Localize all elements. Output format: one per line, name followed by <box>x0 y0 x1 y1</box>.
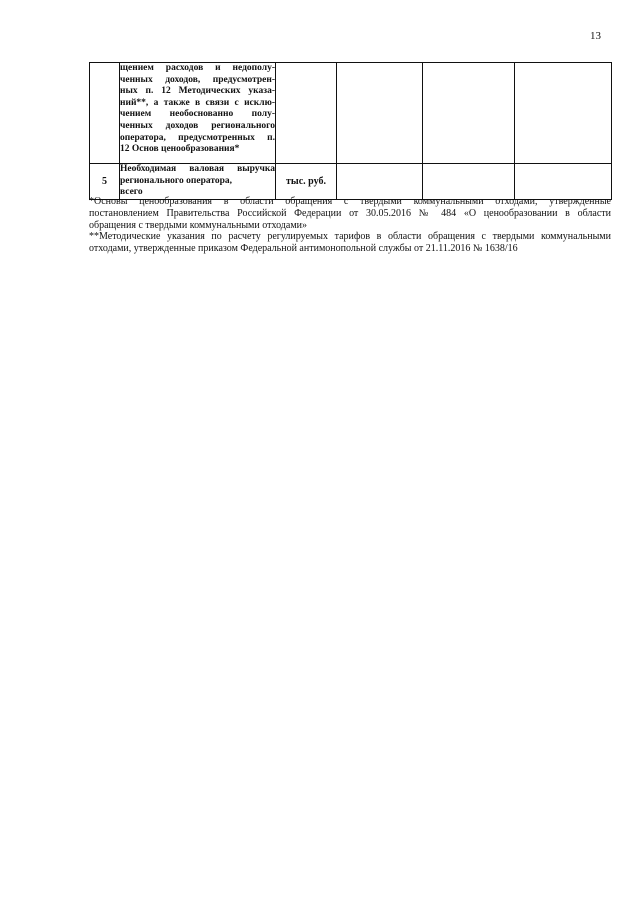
row-name-line: всего <box>120 187 143 198</box>
footnote-line: обращения с твердыми коммунальными отходами» <box>89 219 308 231</box>
value-cell <box>515 164 612 200</box>
row-name-cell <box>120 164 276 200</box>
value-cell <box>515 63 612 164</box>
row-name-cell <box>120 63 276 164</box>
row-unit-cell: тыс. руб. <box>276 164 337 200</box>
row-name-line: Необходимая валовая выручка <box>120 164 275 174</box>
footnote-1 <box>89 196 611 231</box>
footnote-line: **Методические указания по расчету регулируемых тарифов в области обращения с твердыми коммунальными <box>89 231 611 243</box>
value-cell <box>337 63 423 164</box>
row-name-line: ных п. 12 Методических указа- <box>120 86 275 97</box>
footnotes <box>89 196 611 255</box>
table-row <box>90 164 612 200</box>
tariff-table <box>89 62 612 200</box>
footnote-line: постановлением Правительства Российской Федерации от 30.05.2016 № 484 «О ценообразовании в области <box>89 207 611 219</box>
row-number-cell <box>90 63 120 164</box>
page-number: 13 <box>590 30 601 42</box>
value-cell <box>423 164 515 200</box>
row-name-line: регионального оператора, <box>120 175 233 186</box>
row-name-line: ний**, а также в связи с исклю- <box>120 97 275 108</box>
row-unit-cell <box>276 63 337 164</box>
footnote-2 <box>89 231 611 255</box>
footnote-line: отходами, утвержденные приказом Федеральной антимонопольной службы от 21.11.2016 № 1638/16 <box>89 243 518 255</box>
row-name-line: 12 Основ ценообразования* <box>120 144 240 155</box>
row-name-line: чением необоснованно полу- <box>120 109 275 120</box>
row-name-line: оператора, предусмотренных п. <box>120 132 275 143</box>
row-name-line: ченных доходов, предусмотрен- <box>120 74 275 85</box>
value-cell <box>423 63 515 164</box>
value-cell <box>337 164 423 200</box>
row-name-line: ченных доходов регионального <box>120 120 275 131</box>
footnote-line: *Основы ценообразования в области обращения с твердыми коммунальными отходами, утвержденные <box>89 196 611 207</box>
table-row <box>90 63 612 164</box>
row-number-cell: 5 <box>90 164 120 200</box>
row-name-line: щением расходов и недополу- <box>120 63 275 73</box>
